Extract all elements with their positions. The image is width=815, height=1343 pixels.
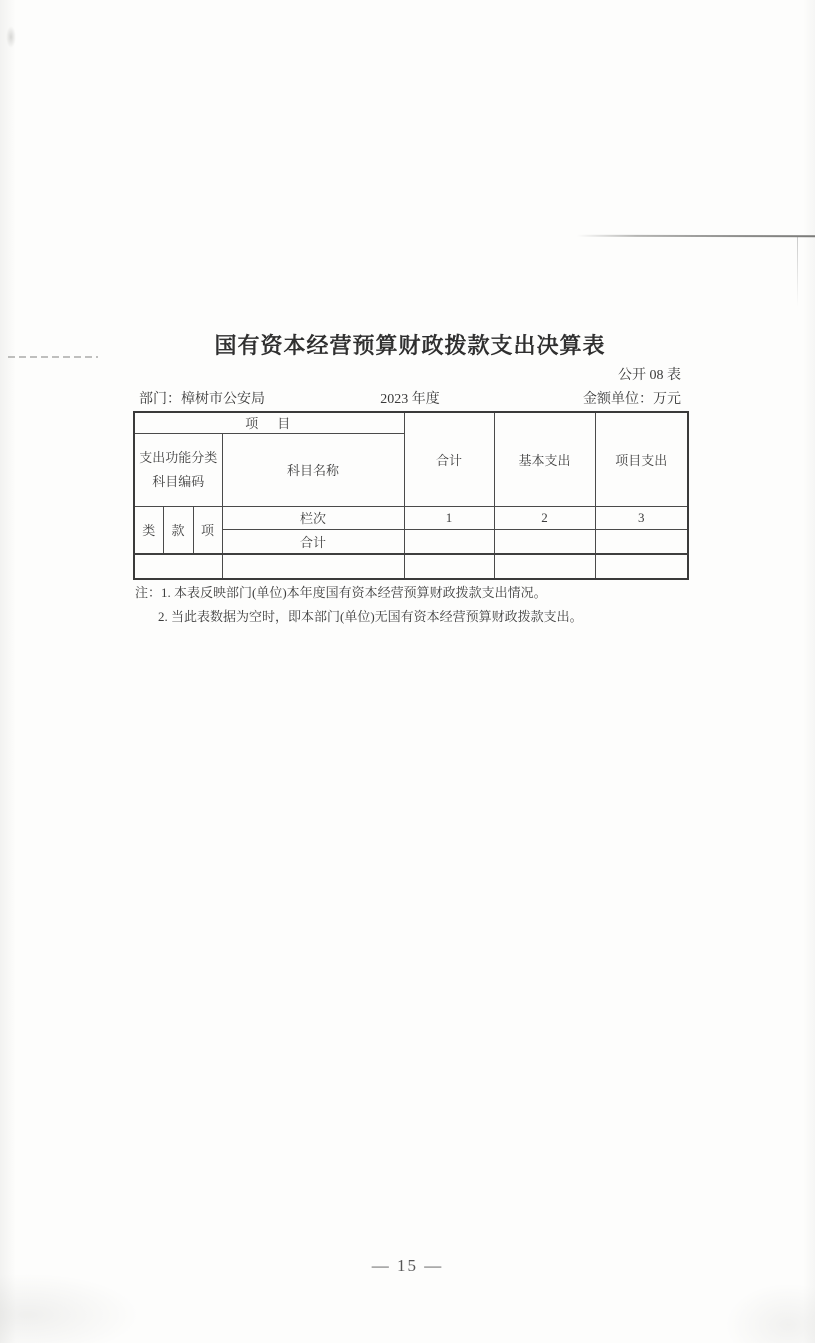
report-content bbox=[133, 0, 687, 1343]
header-function-class-line: 支出功能分类 bbox=[139, 449, 218, 465]
header-project: 项 目 bbox=[134, 412, 404, 433]
header-clause: 款 bbox=[163, 506, 193, 554]
cell-empty-sum bbox=[404, 554, 494, 579]
column-number-3: 3 bbox=[595, 506, 688, 529]
row-total-label: 合计 bbox=[222, 529, 404, 554]
header-project-expenditure: 项目支出 bbox=[595, 412, 688, 506]
header-function-code bbox=[134, 433, 222, 506]
cell-empty-basic bbox=[494, 554, 595, 579]
scan-artifact-top-right-vertical bbox=[797, 237, 798, 307]
column-number-2: 2 bbox=[494, 506, 595, 529]
column-number-1: 1 bbox=[404, 506, 494, 529]
cell-empty-code bbox=[134, 554, 222, 579]
table-meta-row bbox=[133, 388, 687, 408]
expenditure-table bbox=[133, 411, 689, 580]
header-total: 合计 bbox=[404, 412, 494, 506]
table-row-header-project bbox=[134, 412, 688, 433]
page-number: — 15 — bbox=[371, 1256, 444, 1275]
header-category: 类 bbox=[134, 506, 163, 554]
cell-total-basic bbox=[494, 529, 595, 554]
scan-artifact-bottom-left-speckle bbox=[0, 1273, 140, 1343]
cell-total-sum bbox=[404, 529, 494, 554]
form-number-label: 公开 08 表 bbox=[618, 368, 681, 383]
footnote-2: 2. 当此表数据为空时，即本部门(单位)无国有资本经营预算财政拨款支出。 bbox=[158, 609, 583, 624]
scan-artifact-right-edge bbox=[803, 0, 815, 1343]
footnote-1: 注：1. 本表反映部门(单位)本年度国有资本经营预算财政拨款支出情况。 bbox=[135, 585, 547, 600]
fiscal-year-label: 2023 年度 bbox=[380, 392, 440, 407]
page-title: 国有资本经营预算财政拨款支出决算表 bbox=[214, 333, 606, 358]
cell-empty-project bbox=[595, 554, 688, 579]
footnotes bbox=[135, 583, 689, 631]
table-row-column-index bbox=[134, 506, 688, 529]
department-label: 部门：樟树市公安局 bbox=[139, 392, 265, 407]
header-basic-expenditure: 基本支出 bbox=[494, 412, 595, 506]
scan-artifact-bottom-right-speckle bbox=[725, 1283, 815, 1343]
cell-total-project bbox=[595, 529, 688, 554]
amount-unit-label: 金额单位：万元 bbox=[583, 392, 681, 407]
scan-artifact-left-dash bbox=[8, 356, 98, 358]
scan-artifact-left-edge bbox=[0, 0, 16, 1343]
header-subject-name: 科目名称 bbox=[222, 433, 404, 506]
cell-empty-name bbox=[222, 554, 404, 579]
scan-artifact-top-left-speckle bbox=[6, 26, 16, 48]
header-column-index: 栏次 bbox=[222, 506, 404, 529]
table-row-empty bbox=[134, 554, 688, 579]
header-subject-code-line: 科目编码 bbox=[152, 473, 205, 489]
header-item: 项 bbox=[193, 506, 222, 554]
